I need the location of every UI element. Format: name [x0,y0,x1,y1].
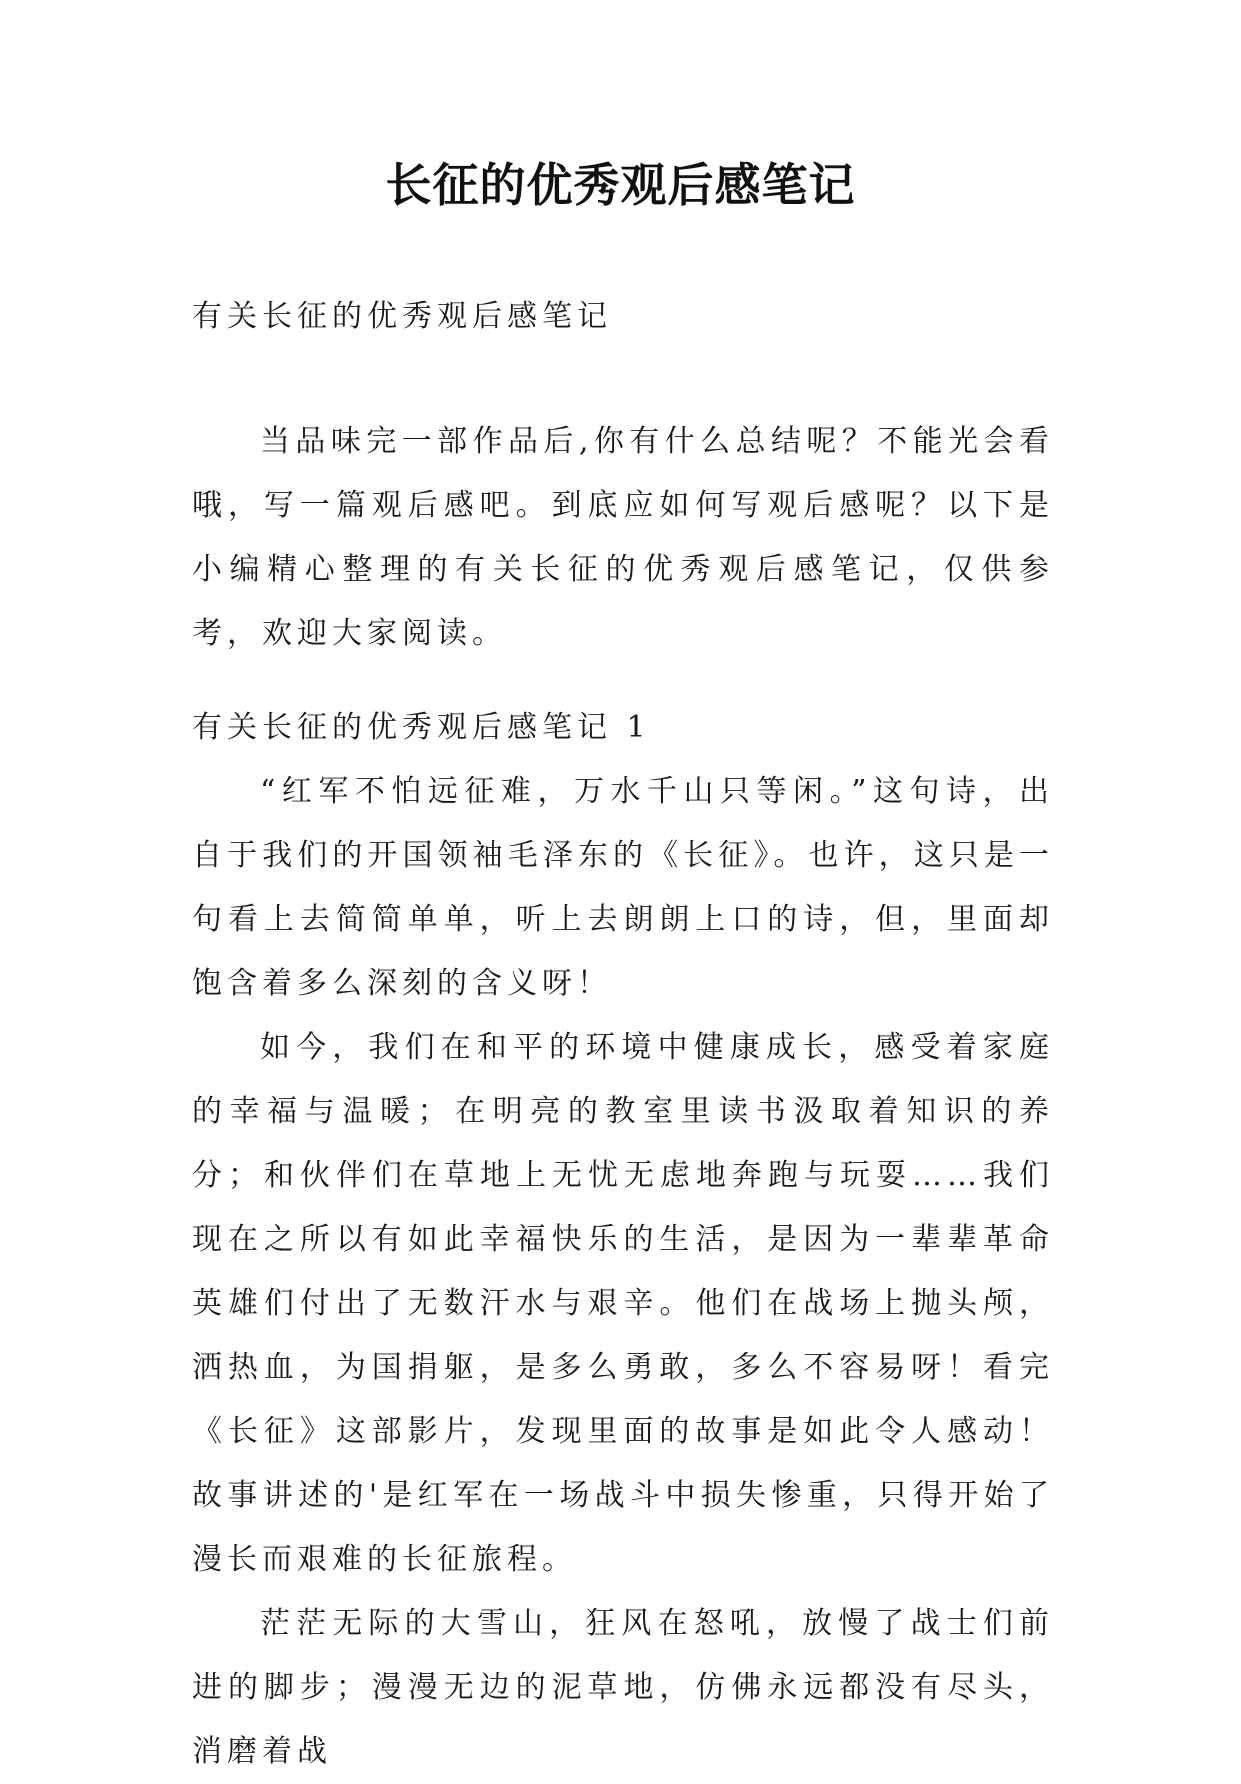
intro-block [192,410,1054,666]
document-subtitle [192,285,1054,349]
subtitle-text: 有关长征的优秀观后感笔记 [192,299,612,334]
section-1 [192,696,1054,1784]
body-paragraph: 如今，我们在和平的环境中健康成长，感受着家庭的幸福与温暖；在明亮的教室里读书汲取着知识的养分；和伙伴们在草地上无忧无虑地奔跑与玩耍……我们现在之所以有如此幸福快乐的生活，是因为一辈辈革命英雄们付出了无数汗水与艰辛。他们在战场上抛头颅，洒热血，为国捐躯，是多么勇敢，多么不容易呀！看完《长征》这部影片，发现里面的故事是如此令人感动！故事讲述的'是红军在一场战斗中损失惨重，只得开始了漫长而艰难的长征旅程。 [192,1030,1054,1577]
section-heading: 有关长征的优秀观后感笔记 1 [192,710,651,745]
body-paragraph: 茫茫无际的大雪山，狂风在怒吼，放慢了战士们前进的脚步；漫漫无边的泥草地，仿佛永远都没有尽头，消磨着战 [192,1606,1054,1769]
body-paragraph: “红军不怕远征难，万水千山只等闲。”这句诗，出自于我们的开国领袖毛泽东的《长征》。也许，这只是一句看上去简简单单，听上去朗朗上口的诗，但，里面却饱含着多么深刻的含义呀！ [192,774,1054,1001]
document-title: 长征的优秀观后感笔记 [385,158,856,212]
intro-paragraph: 当品味完一部作品后,你有什么总结呢？不能光会看哦，写一篇观后感吧。到底应如何写观后感呢？以下是小编精心整理的有关长征的优秀观后感笔记，仅供参考，欢迎大家阅读。 [192,424,1054,651]
